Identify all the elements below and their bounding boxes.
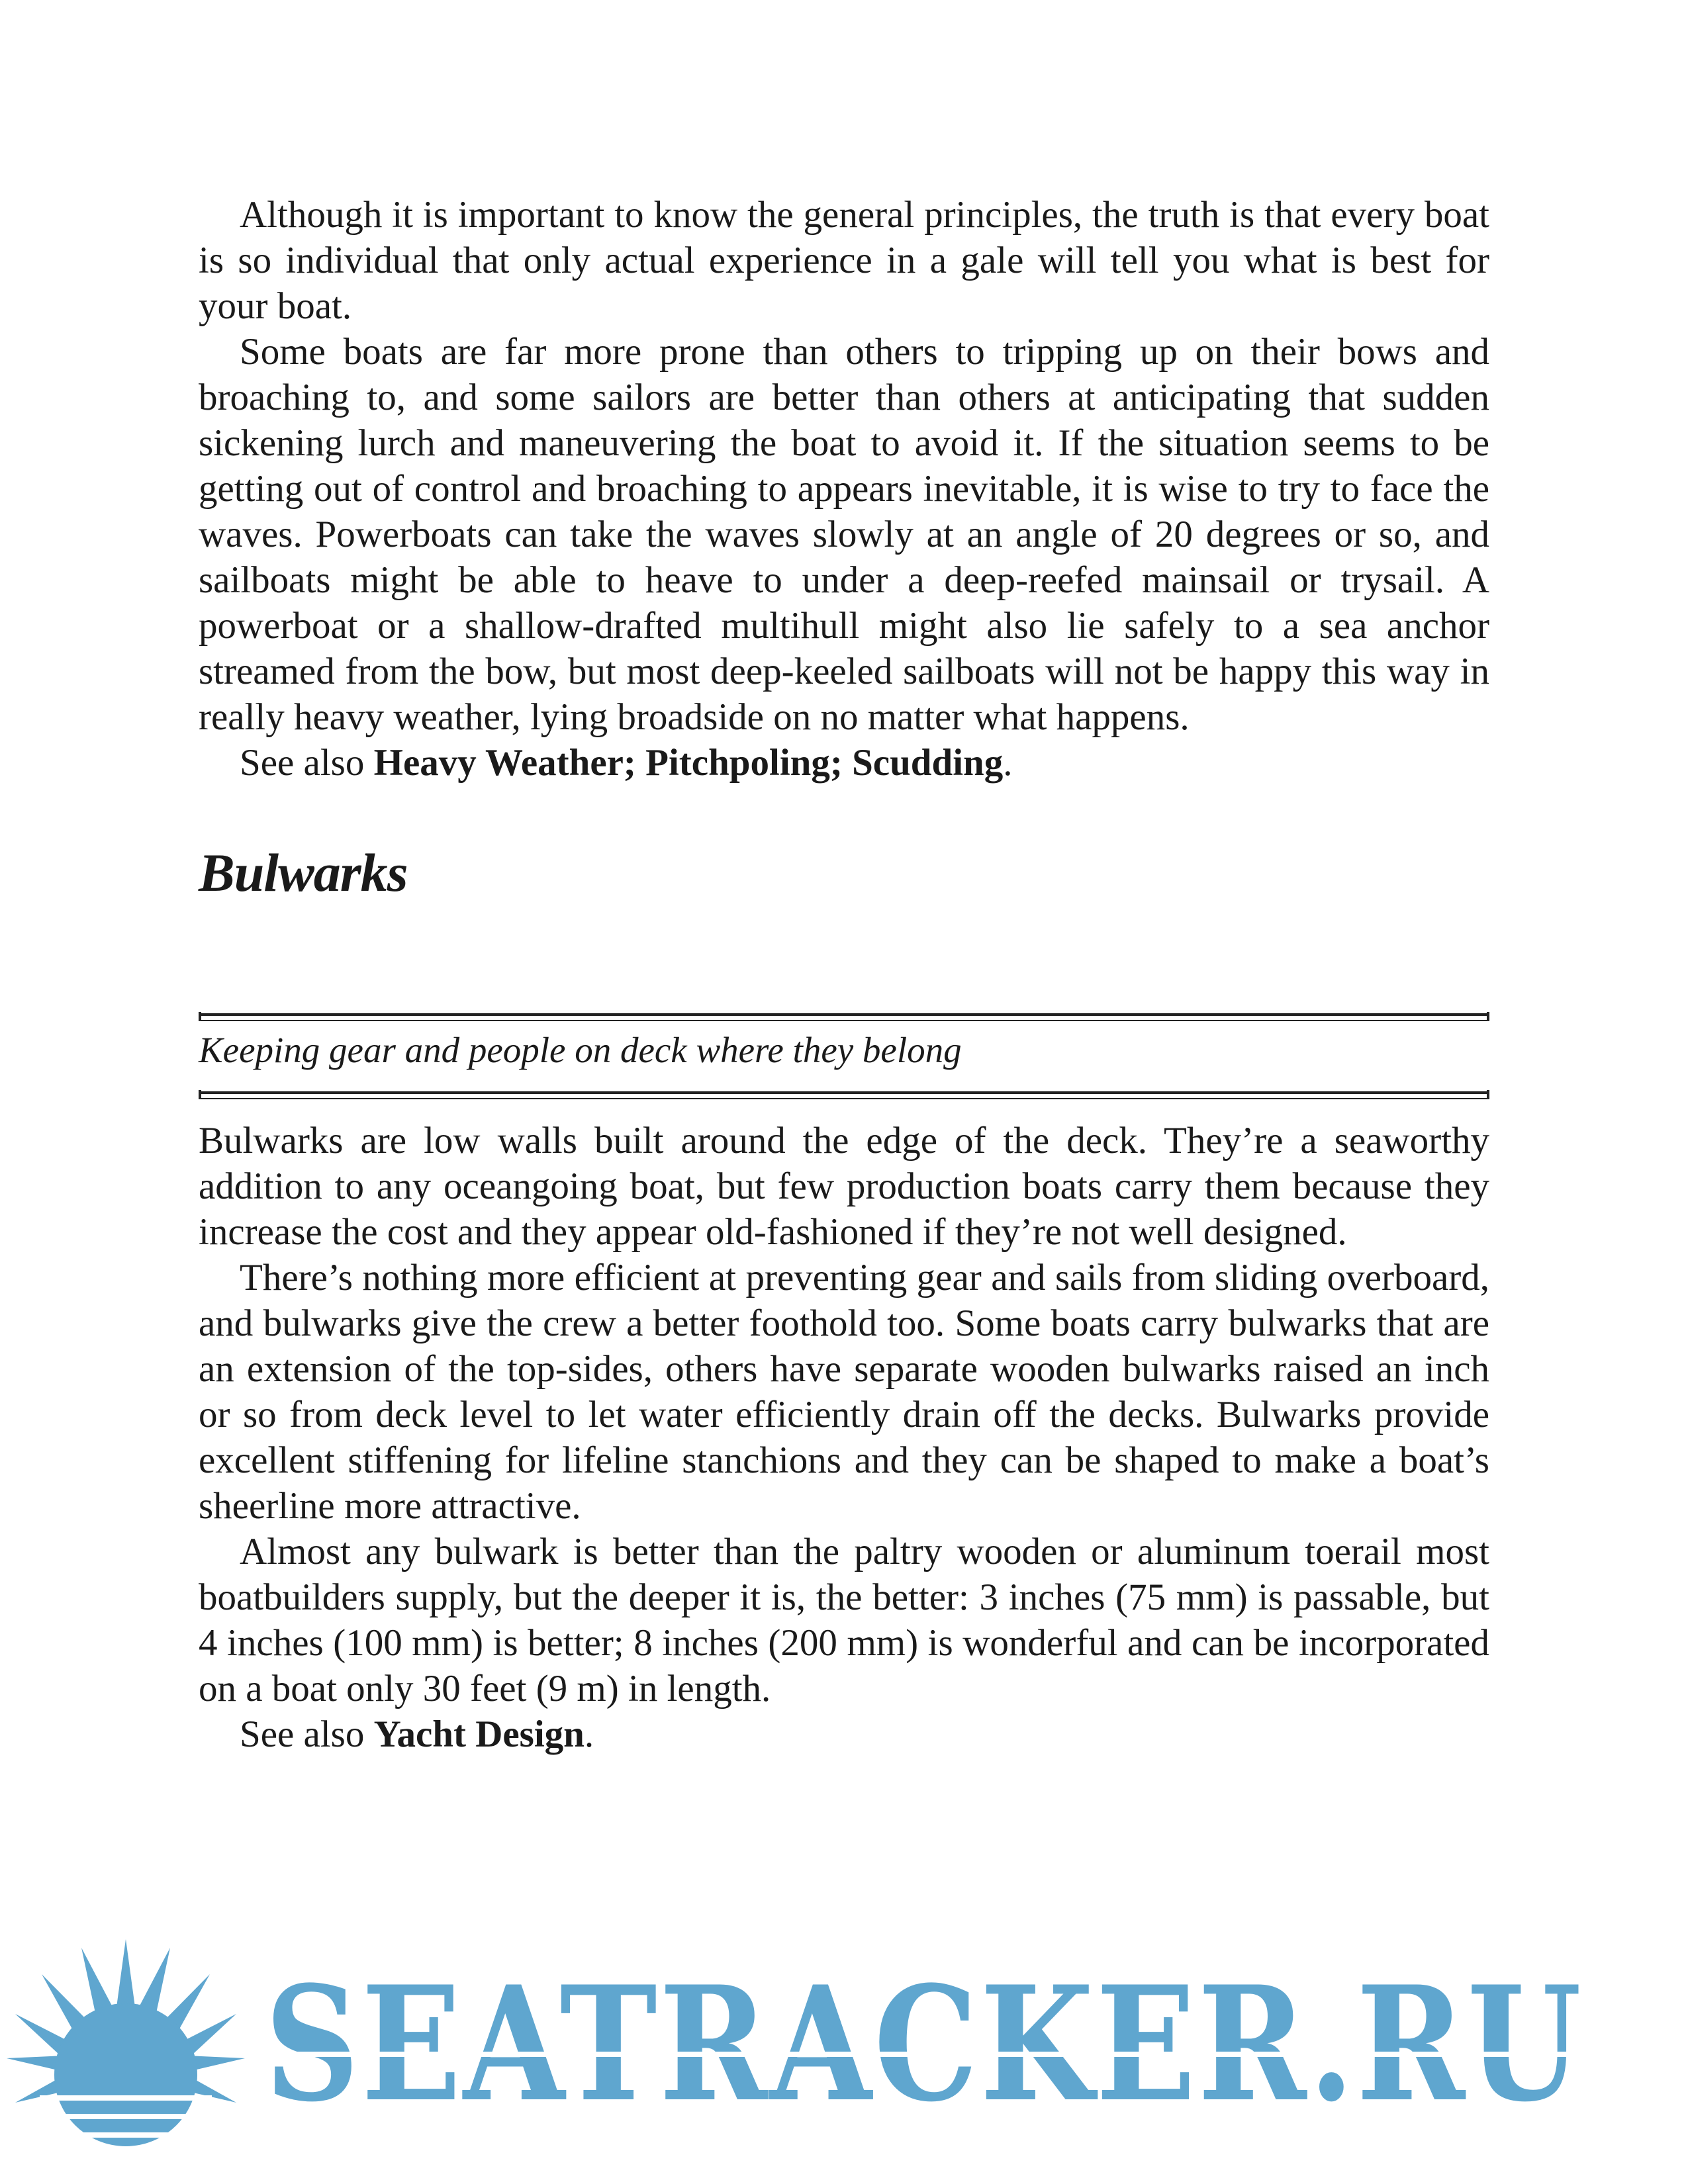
section-paragraph-2: There’s nothing more efficient at preventing gear and sails from sliding overboard, and bulwarks give the crew a better foothold too. Some boats carry bulwarks that are an extension of the top-sides, others have separate wooden bulwarks raised an inch or so from deck level to let water efficiently drain off the decks. Bulwarks provide excellent stiffening for lifeline stanchions and they can be shaped to make a boat’s sheerline more attractive. (199, 1257, 1489, 1527)
subtitle-rule-bottom (199, 1091, 1489, 1094)
see-also-suffix: . (584, 1713, 594, 1755)
see-also-prefix: See also (240, 742, 374, 784)
see-also-prefix: See also (240, 1713, 374, 1755)
see-also-references: Yacht Design (373, 1713, 585, 1755)
intro-paragraph-2: Some boats are far more prone than others to tripping up on their bows and broaching to, and some sailors are better than others at anticipating that sudden sickening lurch and maneuvering the boat to avoid it. If the situation seems to be getting out of control and broaching to appears inevitable, it is wise to try to face the waves. Powerboats can take the waves slowly at an angle of 20 degrees or so, and sailboats might be able to heave to under a deep-reefed mainsail or trysail. A powerboat or a shallow-drafted multihull might also lie safely to a sea anchor streamed from the bow, but most deep-keeled sailboats will not be happy this way in really heavy weather, lying broadside on no matter what happens. (199, 331, 1489, 738)
section-paragraph-3: Almost any bulwark is better than the paltry wooden or aluminum toerail most boatbuilders supply, but the deeper it is, the better: 3 inches (75 mm) is passable, but 4 inches (100 mm) is better; 8 inches (200 mm) is wonderful and can be incorporated on a boat only 30 feet (9 m) in length. (199, 1531, 1489, 1709)
subtitle-rule-top (199, 1013, 1489, 1016)
page-content (199, 192, 1489, 1757)
section-see-also (199, 1711, 1489, 1757)
intro-see-also (199, 740, 1489, 786)
sun-icon (0, 1933, 252, 2184)
section-paragraph-1: Bulwarks are low walls built around the edge of the deck. They’re a seaworthy addition to any oceangoing boat, but few production boats carry them because they increase the cost and they appear old-fashioned if they’re not well designed. (199, 1120, 1489, 1253)
section-heading: Bulwarks (199, 842, 408, 903)
section-subtitle: Keeping gear and people on deck where they belong (199, 1030, 962, 1070)
see-also-references: Heavy Weather; Pitchpoling; Scudding (373, 742, 1004, 784)
watermark-text: SEATRACKER.RU (265, 1952, 1584, 2137)
see-also-suffix: . (1003, 742, 1013, 784)
intro-paragraph-1: Although it is important to know the general principles, the truth is that every boat is so individual that only actual experience in a gale will tell you what is best for your boat. (199, 194, 1489, 327)
watermark (0, 1933, 1688, 2184)
